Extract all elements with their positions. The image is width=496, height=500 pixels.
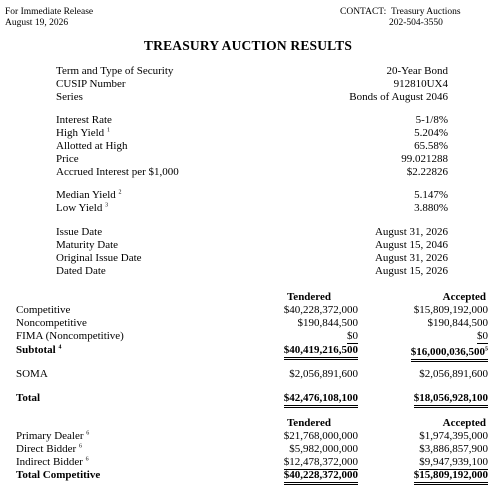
accepted-cell: $3,886,857,900 (419, 443, 488, 455)
security-value: 20-Year Bond (386, 65, 448, 77)
soma-tendered: $2,056,891,600 (289, 368, 358, 380)
accepted-cell: $15,809,192,000 (413, 304, 488, 316)
col-header-tendered: Tendered (286, 291, 331, 303)
total-competitive-accepted: $15,809,192,000 (414, 469, 488, 485)
tendered-cell: $190,844,500 (297, 317, 358, 329)
contact-phone: 202-504-3550 (389, 18, 443, 28)
total-row (16, 392, 488, 405)
rate-row (56, 166, 448, 179)
yield-row (56, 189, 448, 202)
col-header-tendered: Tendered (286, 417, 331, 429)
row-label: Primary Dealer $^6$ (16, 430, 90, 442)
contact-block (340, 7, 461, 29)
date-label: Issue Date (56, 226, 103, 238)
date-row (56, 252, 448, 265)
yield-label: Low Yield $^3$ (56, 202, 109, 214)
footnote-marker: 4 (58, 344, 62, 351)
dates-section (56, 226, 448, 278)
soma-row (16, 368, 488, 381)
contact-name: Treasury Auctions (391, 7, 461, 17)
col-header-accepted: Accepted (442, 291, 486, 303)
rate-value: $2.22826 (406, 166, 448, 178)
soma-accepted: $2,056,891,600 (419, 368, 488, 380)
col-header-accepted: Accepted (442, 417, 486, 429)
total-competitive-tendered: $40,228,372,000 (284, 469, 358, 485)
rate-row (56, 153, 448, 166)
total-tendered: $42,476,108,100 (284, 392, 358, 408)
date-label: Dated Date (56, 265, 106, 277)
contact-label: CONTACT: (340, 7, 387, 17)
accepted-cell: $1,974,395,000 (419, 430, 488, 442)
tendered-cell: $12,478,372,000 (283, 456, 358, 468)
date-value: August 31, 2026 (374, 226, 448, 238)
footnote-marker: 3 (105, 202, 109, 209)
date-value: August 31, 2026 (374, 252, 448, 264)
row-label: FIMA (Noncompetitive) (16, 330, 124, 342)
rate-row (56, 140, 448, 153)
table-row (16, 330, 488, 343)
rate-label: Interest Rate (56, 114, 112, 126)
row-label: Direct Bidder $^6$ (16, 443, 82, 455)
row-label: Noncompetitive (16, 317, 87, 329)
accepted-cell: $9,947,939,100 (419, 456, 488, 468)
tendered-cell: $0 (347, 330, 358, 342)
yield-value: 3.880% (414, 202, 448, 214)
rate-label: High Yield $^1$ (56, 127, 110, 139)
footnote-marker: 1 (106, 127, 110, 134)
total-label: Total (16, 392, 41, 404)
tendered-cell: $21,768,000,000 (283, 430, 358, 442)
accepted-cell: $190,844,500 (427, 317, 488, 329)
row-label: Competitive (16, 304, 71, 316)
footnote-marker: 5 (485, 346, 488, 353)
date-label: Original Issue Date (56, 252, 142, 264)
subtotal-row (16, 344, 488, 357)
total-competitive-label: Total Competitive (16, 469, 101, 481)
rate-value: 99.021288 (401, 153, 448, 165)
footnote-marker: 2 (118, 189, 122, 196)
security-row (56, 91, 448, 104)
date-label: Maturity Date (56, 239, 119, 251)
tendered-cell: $5,982,000,000 (289, 443, 358, 455)
footnote-marker: 6 (78, 443, 82, 450)
date-value: August 15, 2046 (374, 239, 448, 251)
subtotal-tendered: $40,419,216,500 (284, 344, 358, 360)
security-value: 912810UX4 (393, 78, 448, 90)
footnote-marker: 6 (85, 456, 89, 463)
security-row (56, 78, 448, 91)
yields-section (56, 189, 448, 215)
rate-value: 5-1/8% (415, 114, 448, 126)
footnote-marker: 6 (86, 430, 90, 437)
total-competitive-row (16, 469, 488, 482)
rates-section (56, 114, 448, 179)
table-header-row (16, 291, 488, 304)
release-notice (5, 7, 93, 29)
soma-label: SOMA (16, 368, 48, 380)
bid-summary-table (16, 291, 488, 357)
yield-value: 5.147% (414, 189, 448, 201)
subtotal-label: Subtotal $^4$ (16, 344, 62, 356)
rate-label: Allotted at High (56, 140, 128, 152)
yield-label: Median Yield $^2$ (56, 189, 122, 201)
date-row (56, 265, 448, 278)
rate-row (56, 127, 448, 140)
security-section (56, 65, 448, 104)
release-date: August 19, 2026 (5, 18, 69, 28)
date-row (56, 239, 448, 252)
subtotal-accepted: $16,000,036,500$^5$ (411, 346, 488, 362)
table-row (16, 443, 488, 456)
rate-value: 5.204% (414, 127, 448, 139)
rate-label: Price (56, 153, 79, 165)
rate-label: Accrued Interest per $1,000 (56, 166, 179, 178)
security-label: Series (56, 91, 83, 103)
security-label: Term and Type of Security (56, 65, 174, 77)
table-row (16, 430, 488, 443)
bidder-breakdown-table (16, 417, 488, 482)
page-title: TREASURY AUCTION RESULTS (143, 38, 353, 53)
release-label: For Immediate Release (5, 7, 94, 17)
security-value: Bonds of August 2046 (349, 91, 448, 103)
rate-value: 65.58% (414, 140, 448, 152)
yield-row (56, 202, 448, 215)
security-label: CUSIP Number (56, 78, 126, 90)
row-label: Indirect Bidder $^6$ (16, 456, 89, 468)
table-row (16, 456, 488, 469)
accepted-cell: $0 (477, 330, 488, 342)
date-row (56, 226, 448, 239)
tendered-cell: $40,228,372,000 (283, 304, 358, 316)
table-row (16, 304, 488, 317)
security-row (56, 65, 448, 78)
rate-row (56, 114, 448, 127)
table-row (16, 317, 488, 330)
date-value: August 15, 2026 (374, 265, 448, 277)
table-header-row (16, 417, 488, 430)
total-accepted: $18,056,928,100 (414, 392, 488, 408)
